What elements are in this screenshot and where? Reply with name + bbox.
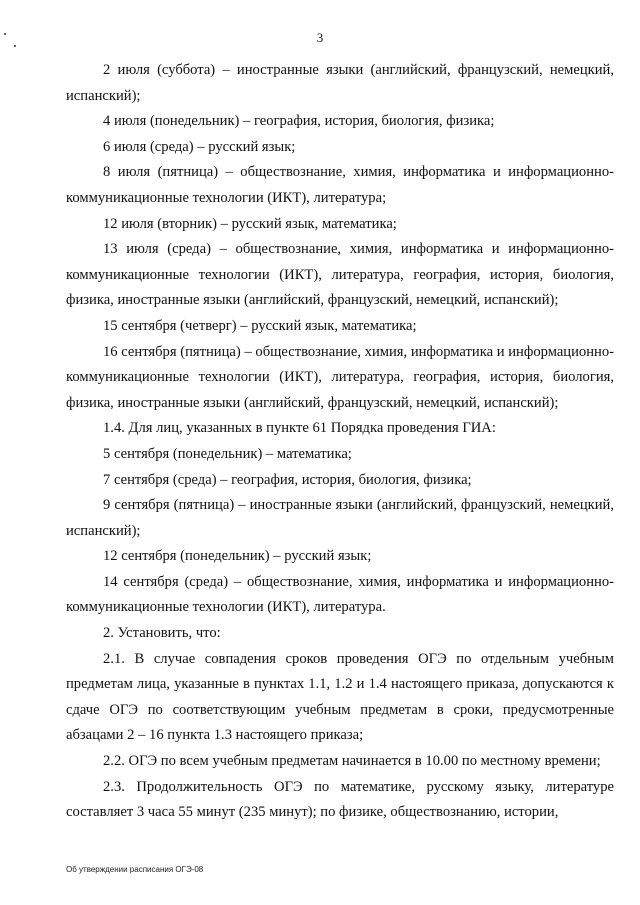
paragraph: 6 июля (среда) – русский язык; (103, 138, 296, 155)
paragraph: 2.1. В случае совпадения сроков проведения ОГЭ по отдельным учебным предметам лица, указанные в пунктах 1.1, 1.2 и 1.4 настоящего приказа, допускаются к сдаче ОГЭ по соответствующим учебным предметам в сроки, предусмотренные абзацами 2 – 16 пункта 1.3 настоящего приказа; (66, 650, 614, 744)
paragraph: 8 июля (пятница) – обществознание, химия, информатика и информационно-коммуникационные технологии (ИКТ), литература; (66, 164, 614, 206)
paragraph: 14 сентября (среда) – обществознание, химия, информатика и информационно-коммуникационные технологии (ИКТ), литература. (66, 573, 614, 616)
paragraph: 2.2. ОГЭ по всем учебным предметам начинается в 10.00 по местному времени; (103, 753, 601, 770)
document-footer: Об утверждении расписания ОГЭ-08 (66, 865, 204, 874)
paragraph: 5 сентября (понедельник) – математика; (103, 445, 352, 462)
paragraph: 2 июля (суббота) – иностранные языки (английский, французский, немецкий, испанский); (66, 62, 614, 104)
paragraph: 12 сентября (понедельник) – русский язык; (103, 548, 372, 565)
paragraph: 9 сентября (пятница) – иностранные языки (английский, французский, немецкий, испанский); (66, 497, 614, 539)
page-number: 3 (316, 30, 324, 45)
paragraph: 1.4. Для лиц, указанных в пункте 61 Порядка проведения ГИА: (103, 420, 496, 437)
paragraph: 7 сентября (среда) – география, история, биология, физика; (103, 471, 472, 488)
paragraph: 15 сентября (четверг) – русский язык, математика; (103, 317, 417, 334)
paragraph: 4 июля (понедельник) – география, история, биология, физика; (103, 113, 495, 130)
paragraph: 16 сентября (пятница) – обществознание, химия, информатика и информационно-коммуникационные технологии (ИКТ), литература, география, история, биология, физика, иностранные языки (английский, французский, немецкий, испанский); (66, 343, 614, 411)
document-body (66, 58, 614, 826)
paragraph: 12 июля (вторник) – русский язык, математика; (103, 215, 397, 232)
paragraph: 13 июля (среда) – обществознание, химия, информатика и информационно-коммуникационные технологии (ИКТ), литература, география, история, биология, физика, иностранные языки (английский, французский, немецкий, испанский); (66, 241, 614, 309)
paragraph: 2.3. Продолжительность ОГЭ по математике, русскому языку, литературе составляет 3 часа 55 минут (235 минут); по физике, обществознанию, истории, (66, 778, 614, 821)
paragraph: 2. Установить, что: (103, 625, 221, 642)
